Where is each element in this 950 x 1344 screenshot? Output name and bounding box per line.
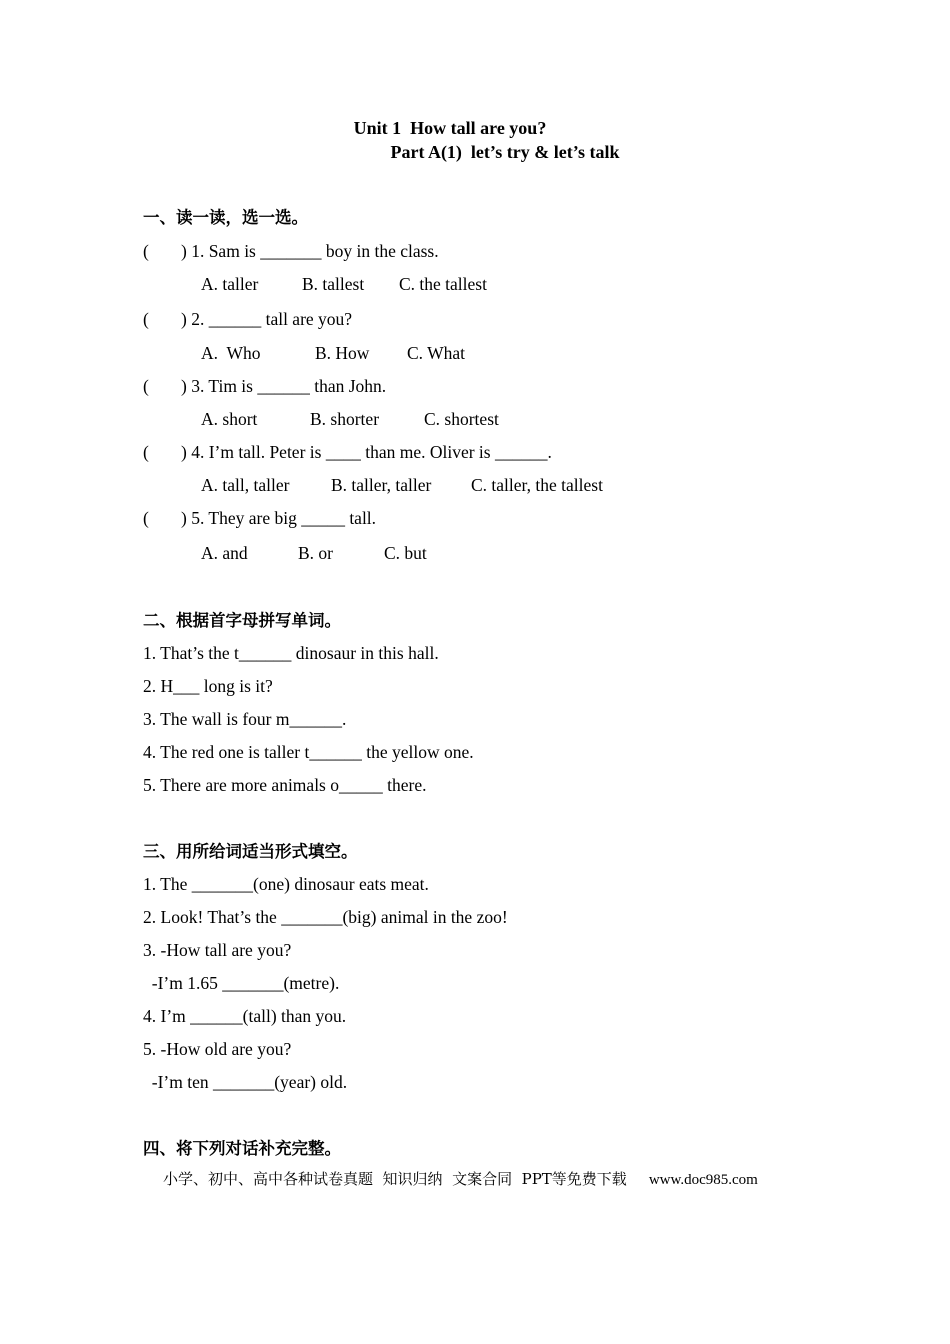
spelling-item-2: 2. H___ long is it? [143,676,273,696]
spelling-item-5: 5. There are more animals o_____ there. [143,775,427,795]
fill-item-3-answer: -I’m 1.65 _______(metre). [143,973,340,993]
spelling-item-4: 4. The red one is taller t______ the yellow one. [143,742,474,762]
option-a: A. Who [201,343,261,363]
question-stem: ) 2. ______ tall are you? [181,309,353,329]
fill-item-5: 5. -How old are you? [143,1039,292,1059]
question-1 [143,240,439,262]
question-stem: ) 4. I’m tall. Peter is ____ than me. Oliver is ______. [181,442,552,462]
question-2 [143,308,352,330]
option-c: C. shortest [424,409,499,429]
answer-paren: ( [143,508,149,528]
question-stem: ) 1. Sam is _______ boy in the class. [181,241,439,261]
section3-heading: 三、用所给词适当形式填空。 [143,842,358,861]
answer-paren: ( [143,241,149,261]
option-b: B. or [298,543,333,563]
question-stem: ) 3. Tim is ______ than John. [181,376,387,396]
question-4 [143,441,552,463]
fill-item-2: 2. Look! That’s the _______(big) animal in the zoo! [143,907,508,927]
question-stem: ) 5. They are big _____ tall. [181,508,377,528]
fill-item-3: 3. -How tall are you? [143,940,292,960]
option-a: A. taller [201,274,259,294]
option-b: B. tallest [302,274,365,294]
question-3 [143,375,386,397]
footer-url[interactable]: www.doc985.com [648,1172,758,1188]
option-a: A. short [201,409,258,429]
option-b: B. How [315,343,370,363]
option-c: C. What [407,343,466,363]
fill-item-5-answer: -I’m ten _______(year) old. [143,1072,348,1092]
option-c: C. taller, the tallest [471,475,603,495]
answer-paren: ( [143,442,149,462]
option-b: B. shorter [310,409,380,429]
section2-heading: 二、根据首字母拼写单词。 [143,611,341,630]
option-b: B. taller, taller [331,475,432,495]
footer-text: 小学、初中、高中各种试卷真题 知识归纳 文案合同 PPT等免费下载 [163,1170,627,1188]
spelling-item-3: 3. The wall is four m______. [143,709,347,729]
section1-heading: 一、读一读，选一选。 [143,208,308,227]
unit-title: Unit 1 How tall are you? [353,118,547,138]
footer [163,1168,758,1189]
fill-item-1: 1. The _______(one) dinosaur eats meat. [143,874,429,894]
spelling-item-1: 1. That’s the t______ dinosaur in this hall. [143,643,439,663]
fill-item-4: 4. I’m ______(tall) than you. [143,1006,347,1026]
option-a: A. tall, taller [201,475,290,495]
option-c: C. the tallest [399,274,487,294]
question-5 [143,507,376,529]
part-title: Part A(1) let’s try & let’s talk [390,142,620,162]
option-c: C. but [384,543,427,563]
answer-paren: ( [143,309,149,329]
option-a: A. and [201,543,248,563]
section4-heading: 四、将下列对话补充完整。 [143,1139,341,1158]
answer-paren: ( [143,376,149,396]
